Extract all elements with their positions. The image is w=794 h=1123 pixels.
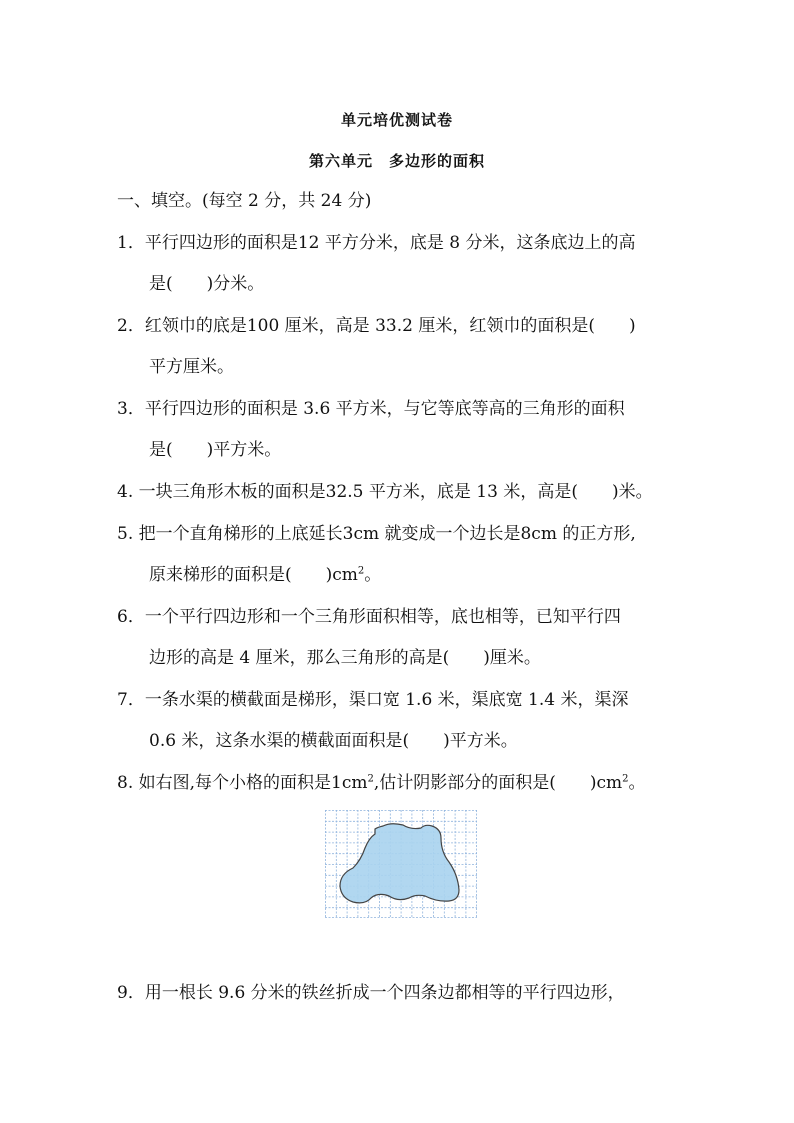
question-5-line-1: 5. 把一个直角梯形的上底延长3cm 就变成一个边长是8cm 的正方形, [117,524,636,544]
question-8-text-mid: ,估计阴影部分的面积是( )cm [373,773,623,793]
document-subtitle: 第六单元 多边形的面积 [308,152,485,170]
superscript-2: 2 [367,773,374,785]
question-8-end: 。 [628,773,646,793]
question-5-line-2 [149,564,381,586]
question-7-line-1: 7．一条水渠的横截面是梯形，渠口宽 1.6 米，渠底宽 1.4 米，渠深 [117,690,629,710]
question-3-line-1: 3．平行四边形的面积是 3.6 平方米，与它等底等高的三角形的面积 [117,399,625,419]
superscript-2: 2 [357,565,365,577]
question-3-line-2: 是( )平方米。 [149,440,282,460]
document-title: 单元培优测试卷 [340,111,453,129]
question-1-line-2: 是( )分米。 [149,274,265,294]
grid-figure-svg [325,810,477,918]
section-heading: 一、填空。(每空 2 分，共 24 分) [117,191,372,211]
question-6-line-1: 6．一个平行四边形和一个三角形面积相等，底也相等，已知平行四 [117,607,621,627]
question-5-end: 。 [364,565,382,585]
area-estimation-figure [325,810,477,923]
question-8-line-1 [117,772,646,794]
question-1-line-1: 1．平行四边形的面积是12 平方分米，底是 8 分米，这条底边上的高 [117,233,636,253]
question-6-line-2: 边形的高是 4 厘米，那么三角形的高是( )厘米。 [149,648,541,668]
question-7-line-2: 0.6 米，这条水渠的横截面面积是( )平方米。 [149,731,518,751]
superscript-2: 2 [622,773,629,785]
question-4-line-1: 4. 一块三角形木板的面积是32.5 平方米，底是 13 米，高是( )米。 [117,482,653,502]
question-8-text: 8. 如右图,每个小格的面积是1cm [117,773,368,793]
question-5-text: 原来梯形的面积是( )cm [149,565,358,585]
question-9-line-1: 9．用一根长 9.6 分米的铁丝折成一个四条边都相等的平行四边形， [117,983,625,1003]
question-2-line-1: 2．红领巾的底是100 厘米，高是 33.2 厘米，红领巾的面积是( ) [117,316,636,336]
question-2-line-2: 平方厘米。 [149,357,234,377]
